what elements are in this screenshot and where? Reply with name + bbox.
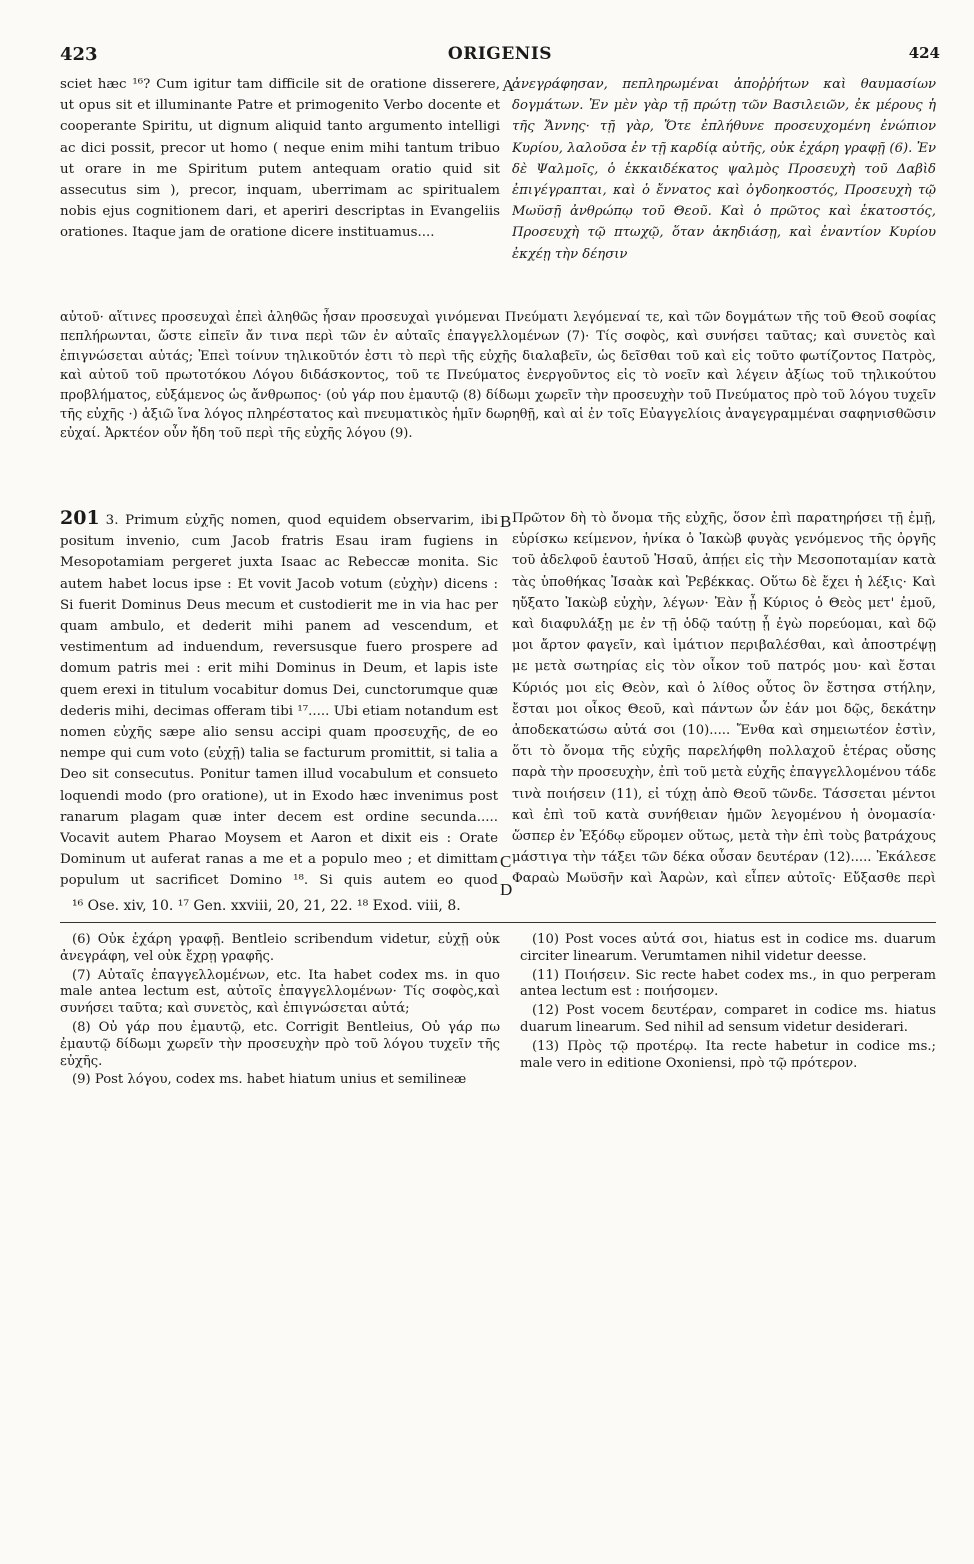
greek-full-width-block (60, 308, 936, 504)
footnote-divider (60, 922, 936, 923)
greek-column-main (512, 508, 936, 888)
column-marker-d: D (500, 880, 513, 899)
greek-paragraph-top: ἀνεγράφησαν, πεπληρωμέναι ἀποῤῥήτων καὶ θαυμασίων δογμάτων. Ἐν μὲν γὰρ τῇ πρώτῃ τῶν Βασιλειῶν, ἐκ μέρους ἡ τῆς Ἄννης· τῇ γὰρ, Ὅτε ἐπλήθυνε προσευχομένη ἐνώπιον Κυρίου, λαλοῦσα ἐν τῇ καρδίᾳ αὐτῆς, οὐκ ἐχάρη γραφῇ (6). Ἐν δὲ Ψαλμοῖς, ὁ ἑκκαιδέκατος ψαλμὸς Προσευχὴ τοῦ Δαβὶδ ἐπιγέγραπται, καὶ ὁ ἔννατος καὶ ὀγδοηκοστός, Προσευχὴ τῷ Μωϋσῇ ἀνθρώπῳ τοῦ Θεοῦ. Καὶ ὁ πρῶτος καὶ ἑκατοστός, Προσευχὴ τῷ πτωχῷ, ὅταν ἀκηδιάσῃ, καὶ ἐναντίον Κυρίου ἐκχέῃ τὴν δέησιν (512, 77, 936, 262)
latin-column-main (60, 508, 498, 888)
page-number-left: 423 (60, 44, 98, 65)
page-number-right: 424 (908, 44, 940, 62)
latin-paragraph-main (60, 508, 498, 888)
footnote-8: (8) Οὐ γάρ που ἐμαυτῷ, etc. Corrigit Bentleius, Οὐ γάρ πω ἐμαυτῷ δίδωμι χωρεῖν τὴν προσευχὴν πρὸ τοῦ λόγου τυχεῖν τῆς εὐχῆς. (60, 1019, 500, 1069)
footnotes-left (60, 932, 500, 1182)
footnote-10: (10) Post voces αὐτά σοι, hiatus est in codice ms. duarum circiter linearum. Verumtamen nihil videtur deesse. (520, 932, 936, 964)
latin-main-text: 3. Primum εὐχῆς nomen, quod equidem observarim, ibi positum invenio, cum Jacob fratris Esau iram fugiens in Mesopotamiam pergeret juxta Isaac ac Rebeccæ monita. Sic autem habet locus ipse : Et vovit Jacob votum (εὐχὴν) dicens : Si fuerit Dominus Deus mecum et custodierit me in via hac per quam ambulo, et dederit mihi panem ad vescendum, et vestimentum ad induendum, reversusque fuero prospere ad domum patris mei : erit mihi Dominus in Deum, et lapis iste quem erexi in titulum vocabitur domus Dei, cunctorumque quæ dederis mihi, decimas offeram tibi ¹⁷..... Ubi etiam notandum est nomen εὐχῆς sæpe alio sensu accipi quam προσευχῆς, de eo nempe qui cum voto (εὐχῇ) talia se facturum promittit, si talia a Deo sit consecutus. Ponitur tamen illud vocabulum et consueto loquendi modo (pro oratione), ut in Exodo hæc invenimus post ranarum plagam quæ inter decem est ordine secunda..... Vocavit autem Pharao Moysem et Aaron et dixit eis : Orate Dominum ut auferat ranas a me et a populo meo ; et dimittam populum ut sacrificet Domino ¹⁸. Si quis autem eo quod (60, 513, 498, 888)
footnotes-right (520, 932, 936, 1182)
footnote-13: (13) Πρὸς τῷ προτέρῳ. Ita recte habetur in codice ms.; male vero in editione Oxoniensi, πρὸ τῷ πρότερον. (520, 1038, 936, 1071)
column-marker-a: A (502, 76, 515, 95)
greek-paragraph-main: Πρῶτον δὴ τὸ ὄνομα τῆς εὐχῆς, ὅσον ἐπὶ παρατηρήσει τῇ ἐμῇ, εὑρίσκω κείμενον, ἡνίκα ὁ Ἰακὼβ φυγὰς γενόμενος τῆς ὀργῆς τοῦ ἀδελφοῦ ἑαυτοῦ Ἠσαῦ, ἀπῄει εἰς τὴν Μεσοποταμίαν κατὰ τὰς ὑποθήκας Ἰσαὰκ καὶ Ῥεβέκκας. Οὕτω δὲ ἔχει ἡ λέξις· Καὶ ηὔξατο Ἰακὼβ εὐχὴν, λέγων· Ἐὰν ᾖ Κύριος ὁ Θεὸς μετ' ἐμοῦ, καὶ διαφυλάξῃ με ἐν τῇ ὁδῷ ταύτῃ ᾗ ἐγὼ πορεύομαι, καὶ δῷ μοι ἄρτον φαγεῖν, καὶ ἱμάτιον περιβαλέσθαι, καὶ ἀποστρέψῃ με μετὰ σωτηρίας εἰς τὸν οἶκον τοῦ πατρός μου· καὶ ἔσται Κύριός μοι εἰς Θεὸν, καὶ ὁ λίθος οὗτος ὃν ἔστησα στήλην, ἔσται μοι οἶκος Θεοῦ, καὶ πάντων ὧν ἐάν μοι δῷς, δεκάτην ἀποδεκατώσω αὐτά σοι (10)..... Ἔνθα καὶ σημειωτέον ἐστὶν, ὅτι τὸ ὄνομα τῆς εὐχῆς παρελήφθη πολλαχοῦ ἑτέρας οὔσης παρὰ τὴν προσευχὴν, ἐπὶ τοῦ μετὰ εὐχῆς ἐπαγγελλομένου τάδε τινὰ ποιήσειν (11), εἰ τύχῃ ἀπὸ Θεοῦ τῶνδε. Τάσσεται μέντοι καὶ ἐπὶ τοῦ κατὰ συνήθειαν ἡμῶν λεγομένου ἡ ὀνομασία· ὥσπερ ἐν Ἐξόδῳ εὕρομεν οὕτως, μετὰ τὴν ἐπὶ τοὺς βατράχους μάστιγα τὴν τάξει τῶν δέκα οὖσαν δευτέραν (12)..... Ἐκάλεσε Φαραὼ Μωϋσῆν καὶ Ἀαρὼν, καὶ εἶπεν αὐτοῖς· Εὔξασθε περὶ (512, 511, 936, 887)
latin-column-top (60, 74, 500, 306)
greek-paragraph-full: αὐτοῦ· αἵτινες προσευχαὶ ἐπεὶ ἀληθῶς ἦσαν προσευχαὶ γινόμεναι Πνεύματι λεγόμεναί τε, καὶ τῶν δογμάτων τῆς τοῦ Θεοῦ σοφίας πεπλήρωνται, ὥστε εἰπεῖν ἄν τινα περὶ τῶν ἐν αὐταῖς ἐπαγγελλομένων (7)· Τίς σοφὸς, καὶ συνήσει ταῦτας; καὶ συνετὸς καὶ ἐπιγνώσεται αὐτάς; Ἐπεὶ τοίνυν τηλικοῦτόν ἐστι τὸ περὶ τῆς εὐχῆς διαλαβεῖν, ὡς δεῖσθαι τοῦ καὶ εἰς τοῦτο φωτίζοντος Πατρὸς, καὶ αὐτοῦ τοῦ πρωτοτόκου Λόγου διδάσκοντος, τοῦ τε Πνεύματος ἐνεργοῦντος εἰς τὸ νοεῖν καὶ λέγειν ἀξίως τοῦ τηλικούτου προβλήματος, εὐξάμενος ὡς ἄνθρωπος· (οὐ γάρ που ἐμαυτῷ (8) δίδωμι χωρεῖν τὴν προσευχὴν τοῦ Πνεύματος πρὸ τοῦ λόγου τυχεῖν τῆς εὐχῆς ·) ἀξιῶ ἵνα λόγος πληρέστατος καὶ πνευματικὸς ἡμῖν δωρηθῇ, καὶ αἱ ἐν τοῖς Εὐαγγελίοις ἀναγεγραμμέναι σαφηνισθῶσιν εὐχαί. Ἀρκτέον οὖν ἤδη τοῦ περὶ τῆς εὐχῆς λόγου (9). (60, 310, 936, 442)
greek-column-top (512, 74, 936, 306)
footnote-11: (11) Ποιήσειν. Sic recte habet codex ms., in quo perperam antea lectum est : ποιήσομεν. (520, 967, 936, 1000)
footnote-7: (7) Αὐταῖς ἐπαγγελλομένων, etc. Ita habet codex ms. in quo male antea lectum est, αὐτοῖς ἐπαγγελλομένων· Τίς σοφὸς,καὶ συνήσει ταῦτα; καὶ συνετὸς, καὶ ἐπιγνώσεται αὐτά; (60, 967, 500, 1017)
page-header (60, 44, 940, 70)
column-marker-b: B (500, 512, 512, 531)
scripture-references: ¹⁶ Ose. xiv, 10. ¹⁷ Gen. xxviii, 20, 21, 22. ¹⁸ Exod. viii, 8. (72, 898, 461, 914)
footnote-6: (6) Οὐκ ἐχάρη γραφῇ. Bentleio scribendum videtur, εὐχῇ οὐκ ἀνεγράφη, vel οὐκ ἔχρῃ γραφῆς. (60, 932, 500, 964)
latin-paragraph-top: sciet hæc ¹⁶? Cum igitur tam difficile sit de oratione disserere, ut opus sit et illuminante Patre et primogenito Verbo docente et cooperante Spiritu, ut dignum aliquid tanto argumento intelligi ac dici possit, precor ut homo ( neque enim mihi tantum tribuo ut orare in me Spiritum putem antequam oratio quid sit assecutus sim ), precor, inquam, uberrimam ac spiritualem nobis ejus cognitionem dari, et aperiri descriptas in Evangeliis orationes. Itaque jam de oratione dicere instituamus.... (60, 77, 500, 241)
column-marker-c: C (500, 852, 512, 871)
footnote-12: (12) Post vocem δευτέραν, comparet in codice ms. hiatus duarum linearum. Sed nihil ad sensum videtur desiderari. (520, 1003, 936, 1035)
running-title: ORIGENIS (447, 44, 553, 64)
footnote-9: (9) Post λόγου, codex ms. habet hiatum unius et semilineæ (72, 1072, 467, 1088)
section-number: 201 (60, 508, 100, 529)
